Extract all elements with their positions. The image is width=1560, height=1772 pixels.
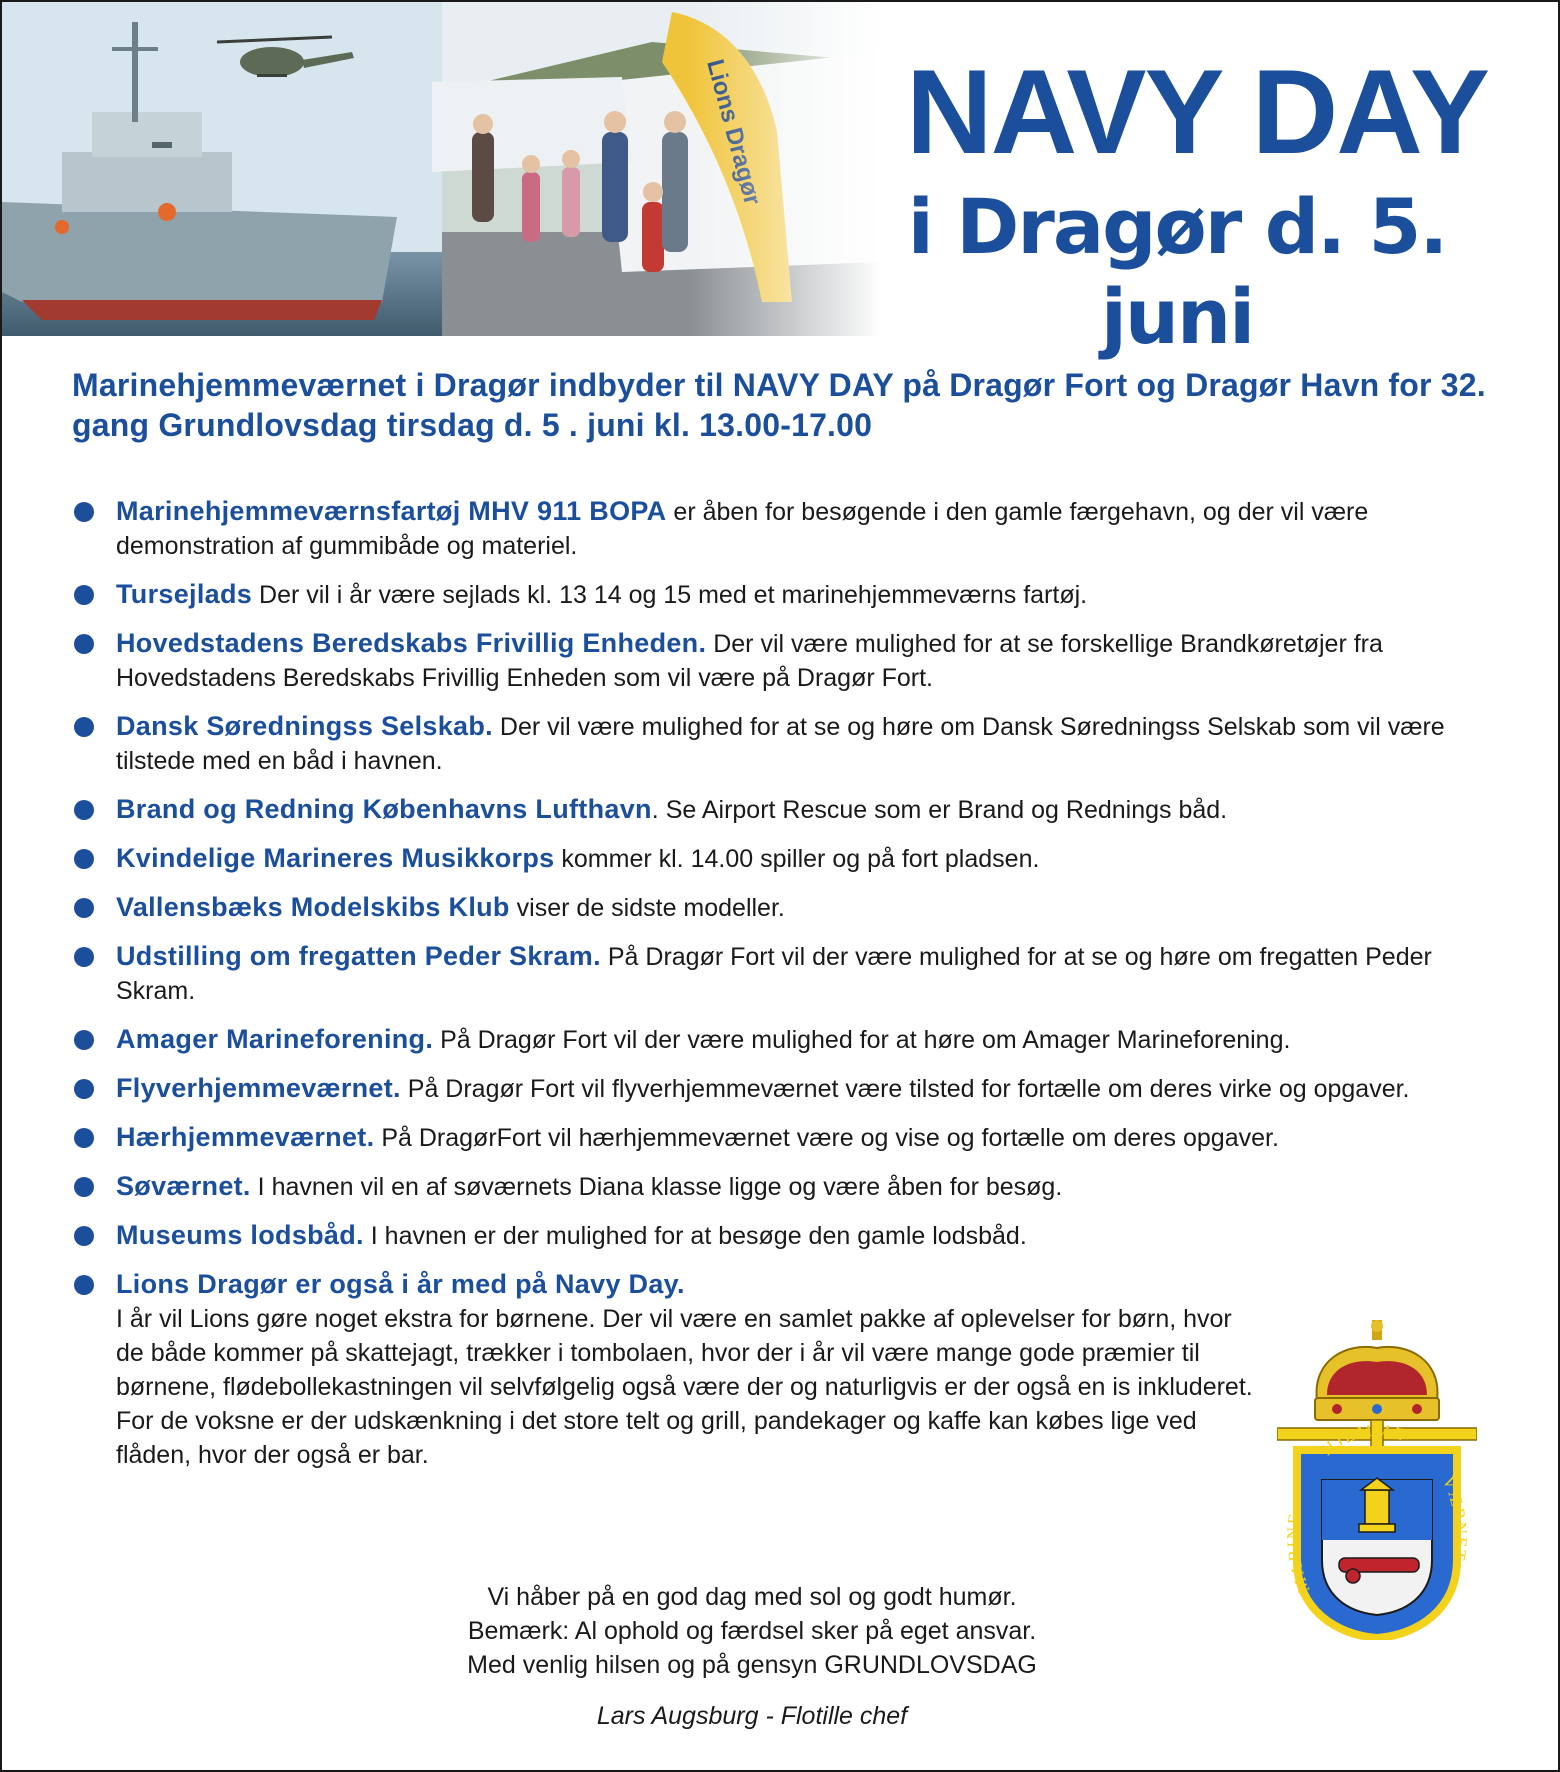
- list-item: [70, 709, 1490, 778]
- item-text: I havnen er der mulighed for at besøge den gamle lodsbåd.: [363, 1222, 1027, 1250]
- bullet-icon: [74, 1177, 94, 1197]
- closing-line: Bemærk: Al ophold og færdsel sker på eget ansvar.: [467, 1617, 1037, 1645]
- list-item: [70, 1169, 1490, 1204]
- emblem-text-left: MARINE: [1283, 1510, 1314, 1596]
- list-item: [70, 1071, 1490, 1106]
- closing-line: Med venlig hilsen og på gensyn GRUNDLOVSDAG: [467, 1651, 1037, 1679]
- header-photo-collage: [2, 2, 882, 336]
- item-lead: Hovedstadens Beredskabs Frivillig Enheden.: [116, 628, 707, 658]
- list-item: [70, 494, 1490, 563]
- intro-paragraph: Marinehjemmeværnet i Dragør indbyder til NAVY DAY på Dragør Fort og Dragør Havn for 32. gang Grundlovsdag tirsdag d. 5 . juni kl. 13.00-17.00: [72, 367, 1486, 443]
- item-lead: Kvindelige Marineres Musikkorps: [116, 843, 555, 873]
- item-text: På Dragør Fort vil der være mulighed for at høre om Amager Marineforening.: [433, 1026, 1291, 1054]
- bullet-icon: [74, 634, 94, 654]
- crown-icon: [1315, 1320, 1439, 1420]
- list-item: [70, 792, 1490, 827]
- bullet-icon: [74, 1226, 94, 1246]
- item-text: . Se Airport Rescue som er Brand og Rednings båd.: [651, 796, 1228, 824]
- item-text: På DragørFort vil hærhjemmeværnet være og vise og fortælle om deres opgaver.: [374, 1124, 1279, 1152]
- lions-paragraph-1: I år vil Lions gøre noget ekstra for børnene. Der vil være en samlet pakke af oplevelser for børn, hvor de både kommer på skattejagt, trækker i tombolaen, hvor der i år vil være mange gode præmier til børnene, flødebollekastningen vil selvfølgelig også være der og naturligvis er der også en is inkluderet.: [116, 1305, 1253, 1401]
- item-lead: Søværnet.: [116, 1171, 251, 1201]
- list-item: [70, 890, 1490, 925]
- bullet-icon: [74, 947, 94, 967]
- item-lead: Dansk Søredningss Selskab.: [116, 711, 493, 741]
- bullet-icon: [74, 717, 94, 737]
- item-lead: Brand og Redning Københavns Lufthavn: [116, 794, 652, 824]
- marinehjemmevaernet-emblem-icon: [1277, 1320, 1477, 1640]
- item-lead: Museums lodsbåd.: [116, 1220, 364, 1250]
- item-lead: Amager Marineforening.: [116, 1024, 434, 1054]
- bullet-icon: [74, 1128, 94, 1148]
- list-item: [70, 939, 1490, 1008]
- item-text: I havnen vil en af søværnets Diana klasse ligge og være åben for besøg.: [250, 1173, 1063, 1201]
- closing-text: [402, 1580, 1102, 1682]
- closing-line: Vi håber på en god dag med sol og godt humør.: [487, 1583, 1017, 1611]
- item-text: På Dragør Fort vil der være mulighed for at se og høre om fregatten Peder Skram.: [116, 943, 1432, 1005]
- signature: Lars Augsburg - Flotille chef: [596, 1702, 908, 1730]
- item-text: Der vil være mulighed for at se og høre om Dansk Søredningss Selskab som vil være tilstede med en båd i havnen.: [116, 713, 1445, 775]
- bullet-icon: [74, 1030, 94, 1050]
- item-lead: Udstilling om fregatten Peder Skram.: [116, 941, 601, 971]
- item-text: kommer kl. 14.00 spiller og på fort pladsen.: [554, 845, 1040, 873]
- list-item: [70, 1022, 1490, 1057]
- bullet-icon: [74, 849, 94, 869]
- bullet-icon: [74, 898, 94, 918]
- item-lead: Lions Dragør er også i år med på Navy Day.: [116, 1269, 685, 1299]
- item-text: viser de sidste modeller.: [509, 894, 785, 922]
- item-text: Der vil i år være sejlads kl. 13 14 og 15 med et marinehjemmeværns fartøj.: [252, 581, 1088, 609]
- item-text: På Dragør Fort vil flyverhjemmeværnet være tilsted for fortælle om deres virke og opgaver.: [400, 1075, 1410, 1103]
- item-lead: Tursejlads: [116, 579, 253, 609]
- list-item: [70, 1218, 1490, 1253]
- list-item: [70, 1120, 1490, 1155]
- emblem-text-right: VÆRNET: [1438, 1473, 1471, 1564]
- item-text: er åben for besøgende i den gamle færgehavn, og der vil være demonstration af gummibåde og materiel.: [116, 498, 1369, 560]
- page-subtitle: i Dragør d. 5. juni: [907, 182, 1447, 361]
- item-lead: Marinehjemmeværnsfartøj MHV 911 BOPA: [116, 496, 667, 526]
- emblem-text-top: HJEMME: [1317, 1420, 1409, 1460]
- bullet-icon: [74, 800, 94, 820]
- item-text: Der vil være mulighed for at se forskellige Brandkøretøjer fra Hovedstadens Beredskabs Frivillig Enheden som vil være på Dragør Fort.: [116, 630, 1383, 692]
- lions-paragraph-2: For de voksne er der udskænkning i det store telt og grill, pandekager og kaffe kan købes lige ved flåden, hvor der også er bar.: [116, 1407, 1197, 1469]
- list-item: [70, 626, 1490, 695]
- item-lead: Vallensbæks Modelskibs Klub: [116, 892, 510, 922]
- bullet-icon: [74, 502, 94, 522]
- bullet-icon: [74, 1079, 94, 1099]
- page-title: NAVY DAY: [905, 45, 1488, 179]
- item-lead: Flyverhjemmeværnet.: [116, 1073, 401, 1103]
- list-item: [70, 841, 1490, 876]
- bullet-icon: [74, 1275, 94, 1295]
- item-lead: Hærhjemmeværnet.: [116, 1122, 375, 1152]
- bullet-icon: [74, 585, 94, 605]
- list-item: [70, 577, 1490, 612]
